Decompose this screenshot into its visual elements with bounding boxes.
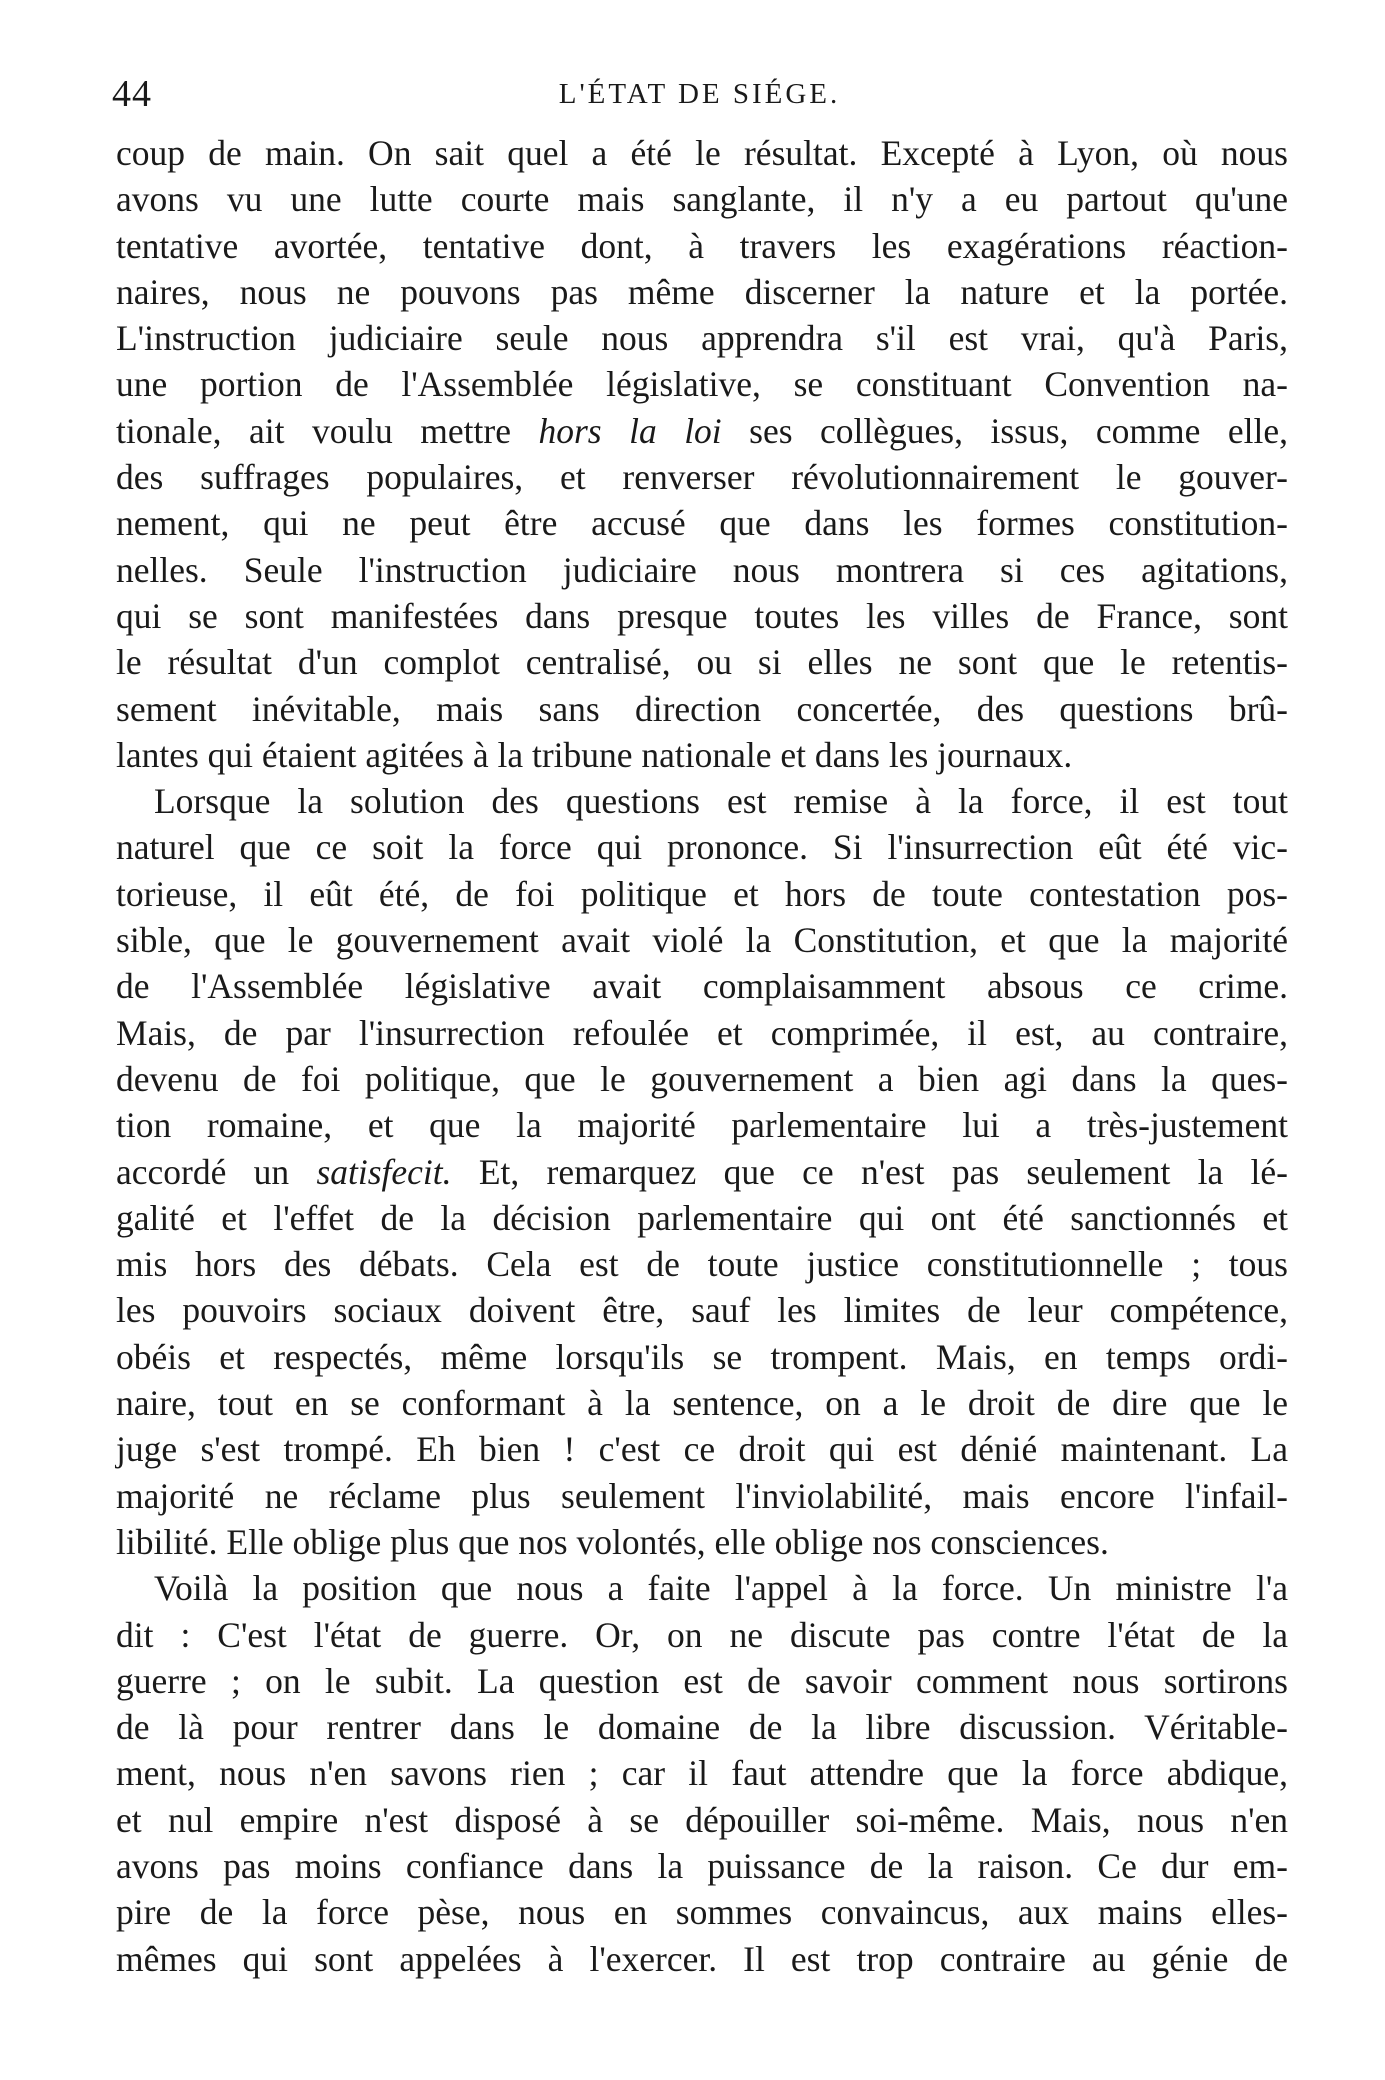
text-line: ment, nous n'en savons rien ; car il faut attendre que la force abdique, [116, 1753, 1288, 1794]
text-line: Mais, de par l'insurrection refoulée et comprimée, il est, au contraire, [116, 1012, 1288, 1053]
text-line: galité et l'effet de la décision parlementaire qui ont été sanctionnés et [116, 1197, 1288, 1238]
text-line: devenu de foi politique, que le gouvernement a bien agi dans la ques- [116, 1058, 1288, 1099]
text-line: dit : C'est l'état de guerre. Or, on ne discute pas contre l'état de la [116, 1614, 1288, 1655]
text-line: naire, tout en se conformant à la sentence, on a le droit de dire que le [116, 1383, 1288, 1424]
text-line: tentative avortée, tentative dont, à travers les exagérations réaction- [116, 225, 1288, 266]
text-line: avons vu une lutte courte mais sanglante, il n'y a eu partout qu'une [116, 179, 1288, 220]
text-line: naires, nous ne pouvons pas même discerner la nature et la portée. [116, 271, 1288, 312]
text-line: accordé un satisfecit. Et, remarquez que ce n'est pas seulement la lé- [116, 1151, 1288, 1192]
text-line: Lorsque la solution des questions est remise à la force, il est tout [154, 781, 1288, 822]
text-line: mêmes qui sont appelées à l'exercer. Il est trop contraire au génie de [116, 1938, 1288, 1979]
text-line: de l'Assemblée législative avait complaisamment absous ce crime. [116, 966, 1288, 1007]
text-line: nement, qui ne peut être accusé que dans les formes constitution- [116, 503, 1288, 544]
text-line: mis hors des débats. Cela est de toute justice constitutionnelle ; tous [116, 1244, 1288, 1285]
text-line: coup de main. On sait quel a été le résultat. Excepté à Lyon, où nous [116, 133, 1288, 173]
text-line: sement inévitable, mais sans direction concertée, des questions brû- [116, 688, 1288, 729]
text-line: torieuse, il eût été, de foi politique et hors de toute contestation pos- [116, 873, 1288, 914]
text-line: naturel que ce soit la force qui prononce. Si l'insurrection eût été vic- [116, 827, 1288, 868]
text-line: les pouvoirs sociaux doivent être, sauf les limites de leur compétence, [116, 1290, 1288, 1331]
text-line: de là pour rentrer dans le domaine de la libre discussion. Véritable- [116, 1707, 1288, 1748]
text-line: tion romaine, et que la majorité parlementaire lui a très-justement [116, 1105, 1288, 1146]
text-line: libilité. Elle oblige plus que nos volontés, elle oblige nos consciences. [116, 1521, 1109, 1562]
text-line: tionale, ait voulu mettre hors la loi ses collègues, issus, comme elle, [116, 410, 1288, 451]
text-line: une portion de l'Assemblée législative, se constituant Convention na- [116, 364, 1288, 405]
running-title: L'ÉTAT DE SIÉGE. [558, 78, 841, 110]
page-number: 44 [112, 73, 152, 115]
text-line: Voilà la position que nous a faite l'appel à la force. Un ministre l'a [154, 1568, 1288, 1609]
text-line: juge s'est trompé. Eh bien ! c'est ce droit qui est dénié maintenant. La [116, 1429, 1288, 1470]
text-line: obéis et respectés, même lorsqu'ils se trompent. Mais, en temps ordi- [116, 1336, 1288, 1377]
text-line: le résultat d'un complot centralisé, ou si elles ne sont que le retentis- [116, 642, 1288, 683]
text-line: majorité ne réclame plus seulement l'inviolabilité, mais encore l'infail- [116, 1475, 1288, 1516]
text-line: pire de la force pèse, nous en sommes convaincus, aux mains elles- [116, 1892, 1288, 1933]
text-line: qui se sont manifestées dans presque toutes les villes de France, sont [116, 595, 1288, 636]
body-text [116, 130, 1288, 1982]
text-line: avons pas moins confiance dans la puissance de la raison. Ce dur em- [116, 1845, 1288, 1886]
text-line: lantes qui étaient agitées à la tribune nationale et dans les journaux. [116, 734, 1073, 775]
text-line: sible, que le gouvernement avait violé la Constitution, et que la majorité [116, 920, 1288, 961]
text-line: et nul empire n'est disposé à se dépouiller soi-même. Mais, nous n'en [116, 1799, 1288, 1840]
text-line: guerre ; on le subit. La question est de savoir comment nous sortirons [116, 1660, 1288, 1701]
text-line: L'instruction judiciaire seule nous apprendra s'il est vrai, qu'à Paris, [116, 318, 1288, 359]
page-header [112, 72, 1287, 122]
text-line: nelles. Seule l'instruction judiciaire nous montrera si ces agitations, [116, 549, 1288, 590]
text-line: des suffrages populaires, et renverser révolutionnairement le gouver- [116, 457, 1288, 498]
